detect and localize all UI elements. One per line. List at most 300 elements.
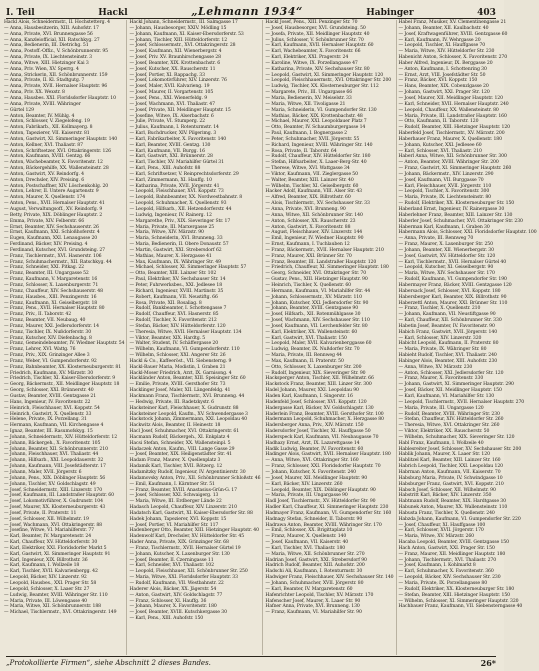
directory-entry: — Franz, Beamter, III. Landstraßer Hauptstr. 120 xyxy=(265,259,377,265)
directory-entry: Hablesreiter Josef, Schlosser, XV. Sechshauser Str. 200 xyxy=(398,446,522,452)
directory-entry: — Leopold, Bahnbeamter, XX. Nordwestbahnstr. 8 xyxy=(129,195,243,201)
directory-entry: Hackl-Moser Friedrich, Arzt, IX. Garnisong. 4 xyxy=(129,370,232,376)
page-number: 403 xyxy=(477,8,496,18)
directory-entry: — Anton, Kaufmann, I. Schottenring 30 xyxy=(398,66,487,72)
directory-entry: — Anton, Beamter, IV. Mühlg. 4 xyxy=(4,113,75,119)
directory-entry: — Rudolf, Beamter, XVIII. Währinger Str. 230 xyxy=(398,411,500,417)
directory-entry: — Leopold, Hausbes., XXI. Prager Str. 58 xyxy=(4,581,97,586)
directory-entry: — Wilhelm, Schuhmacher, XIX. Sieveringer Str. 120 xyxy=(398,434,515,440)
directory-entry: Habrich Leopold, Tischler, XXI. Leopoldau 120 xyxy=(398,464,503,470)
directory-entry: Habicht Leopold, Kaufmann, II. Praterstr. 80 xyxy=(398,341,499,347)
directory-entry: — Johann, Fleischhauer, XVI. Thaliastr. 44 xyxy=(4,452,99,458)
directory-entry: — Georg, Bäckermstr., XII. Meidlinger Hauptstr. 18 xyxy=(4,382,120,388)
directory-entry: — Rudolf, Elektriker, XX. Klosterneuburger Str. 150 xyxy=(398,201,515,207)
column-3 xyxy=(265,20,396,655)
directory-entry: — Karl, Tischler, XVII. Kalvarienbergg. 42 xyxy=(4,569,98,575)
directory-entry: — Ludwig, Beamter, IX. Nußdorfer Str. 70 xyxy=(265,347,360,353)
directory-entry: Hadasch Leopold, Chauffeur, XIV. Linzerstr. 210 xyxy=(129,505,237,511)
directory-entry: — Franz, Kaufmann, VI. Mariahilfer Str. 90 xyxy=(265,610,362,616)
directory-entry: — Maria, Private, III. Landstraßer Hauptstr. 160 xyxy=(398,113,507,119)
directory-entry: Habusta Franz, Tischler, X. Quellenstr. 240 xyxy=(398,510,495,516)
directory-entry: — Josef, Kutscher, XX. Rauscherstr. 11 xyxy=(129,66,216,72)
directory-entry: Hablik Johann, Maurer, X. Laaer Str. 120 xyxy=(398,452,490,458)
directory-entry: — Julie, Private, VI. Stumperg. 22 xyxy=(129,119,205,125)
directory-entry: — Anna, Kanzleiofficial, XII. Ratschkyg. 27 xyxy=(4,37,100,43)
directory-entry: — Maria, Private, III. Löwengasse 40 xyxy=(4,598,88,604)
directory-entry: Hadl Josef, Tischlermstr., XV. Hütteldorfer Str. 90 xyxy=(265,499,376,505)
directory-entry: — Rudolf, Chauffeur, XIV. Hütteldorfer Str. 180 xyxy=(265,154,371,160)
directory-entry: — Max, Kaufmann, IX. Währinger Str. 49 xyxy=(129,259,221,265)
directory-entry: — Johann, Kaufmann, XI. Kaiser-Ebersdorferstr. 53 xyxy=(129,31,244,37)
directory-entry: Hadersberger Anna, Priv., XIV. Märzstr. 150 xyxy=(265,423,364,429)
directory-entry: — Franz, Tischler, X. Quellenstr. 210 xyxy=(398,306,481,312)
directory-entry: — Josef, Chauffeur, XI. Hauffgasse 100 xyxy=(398,522,486,528)
directory-entry: — Otto, Schlosser, X. Laxenburger Str. 200 xyxy=(265,364,362,370)
directory-entry: Habinger Alois, Beamter, XIII. Auhofstr. 230 xyxy=(398,358,498,364)
directory-entry: — Ludwig, Tischler, XX. Klosterneuburger Str. 112 xyxy=(265,84,379,90)
directory-entry: — Franz, Hausbes., XIII. Penzingerstr. 16 xyxy=(4,294,97,300)
directory-entry: Haderlein Franz, Beamter, XVIII. Gersthofer Str. 100 xyxy=(265,411,384,417)
directory-entry: — Franz, Kaufmann, V. Margaretenstr. 16 xyxy=(4,277,98,283)
directory-entry: — Karl, Wachebeamter, X. Favoritenstr. 66 xyxy=(265,49,361,55)
directory-entry: — Anna, Bedienerin, III. Dietrichg. 51 xyxy=(4,43,89,49)
directory-entry: Hachbauer Franz, Kaufmann, VII. Siebensterngasse 40 xyxy=(398,604,523,610)
directory-entry: — Wilhelm, Tischler, XI. Geiselbergstr. 60 xyxy=(265,183,359,189)
directory-entry: — Johann, Hilfsarb., XXI. Leopoldauerstr. 32 xyxy=(4,458,104,464)
directory-entry: — Mathias, Maurer, X. Herzgasse 41 xyxy=(129,253,212,259)
directory-entry: Hadinger Alois, Gastwirt, XVII. Hernalser Hauptstr. 180 xyxy=(265,452,391,458)
directory-entry: — Anton, Maurer, X. Quellenstr. 174 xyxy=(4,195,86,201)
directory-entry: — Josef, Portier, VI. Mariahilfer Str. 117 xyxy=(129,522,219,528)
directory-entry: Habenicht Anton, Schlosser, X. Favoritenstr. 270 xyxy=(398,55,508,61)
directory-entry: — Franz, Kutscher, XIV. Diefenbachg. 8 xyxy=(4,335,92,341)
directory-entry: — Johann, Gastwirt, XXI. Prager Str. 120 xyxy=(398,90,490,96)
directory-entry: — Rudolf, Tischler, X. Favoritenstr. 212 xyxy=(129,318,217,324)
directory-entry: Hackländer Anton, Beamter, XIII. Speisinger Str. 60 xyxy=(129,376,246,382)
directory-entry: — Karl, Tischler, XV. Mariahilfer Gürtel 31 xyxy=(129,160,224,166)
directory-entry: — Peter, Fuhrwerksbes., XXI. Jedlesee 18 xyxy=(129,282,223,288)
directory-entry: — Karl, Ingenieur, XIX. Billrothstr. 36 xyxy=(4,557,88,563)
directory-entry: — Maria, Witwe, XIV. Sechshauser Str. 170 xyxy=(398,271,495,277)
directory-entry: — Anton, Drechsler, XIV. Preising. 6 xyxy=(4,177,85,183)
directory-entry: — Karl, Schlosser, XVII. Jörgerstr. 170 xyxy=(398,528,484,534)
directory-entry: — Josef, Priv. XV. Braunhirschengasse 28 xyxy=(129,55,221,61)
directory-entry: — Franz, Schuhmachermstr., XII. Ratschkyg. 44 xyxy=(4,259,112,265)
directory-entry: Habersack Josef, Schlosser, XVI. Koppstr. 180 xyxy=(398,288,501,294)
directory-entry: Habel Franz, Musiker, XV. Clementinengasse 21 xyxy=(398,20,507,25)
directory-entry: — Theresia, Witwe, XVII. Hernalser Hauptstr. 134 xyxy=(129,329,242,335)
directory-entry: — Karl, Kaufmann, XVII. Hernalser Hauptstr. 60 xyxy=(265,43,374,49)
directory-entry: Hadler Karl, Chauffeur, XI. Simmeringer Hauptstr. 230 xyxy=(265,505,389,511)
directory-entry: — Karl, Tischlermstr., XVII. Hernalser Gürtel 40 xyxy=(398,259,507,265)
directory-entry: — Otto, Kaufmann, II. Taborstr. 120 xyxy=(398,119,479,125)
directory-entry: — Josef, Beamter, XVIII. Kutschkergasse 30 xyxy=(129,610,227,616)
directory-entry: — Franz, Maurer, XXI. Brünner Str. 70 xyxy=(265,253,352,259)
directory-entry: Habunek Anton, Maurer, XX. Wallensteinstr. 110 xyxy=(398,505,508,511)
directory-entry: Habstritt Karl, Bäcker, XIV. Linzerstr. 350 xyxy=(398,493,492,499)
directory-entry: — Leopold, Schuhmacher, X. Quellenstr. 93 xyxy=(129,201,227,207)
directory-entry: — Anton, Wachebeamter, X. Favoritenstr. 12 xyxy=(4,160,103,166)
directory-entry: — Maria, Witwe, XV. Märzstr. 260 xyxy=(398,534,474,540)
directory-entry: — Johann, Bäckergeh., X. Favoritenstr. 105 xyxy=(4,440,101,446)
directory-entry: — Johann, Pens., XIX. Döblinger Hauptstr. 56 xyxy=(4,475,106,481)
directory-entry: — Franz, Maurer, X. Laxenburger Str. 250 xyxy=(398,242,493,248)
directory-entry: Hackstock Franz, Beamter, XIII. Linzer Str. 300 xyxy=(265,382,372,388)
directory-entry: — Stefan, Bäcker, XIV. Hütteldorferstr. 120 xyxy=(129,323,226,329)
directory-entry: — Anna, Private, III. Rennweg 70 xyxy=(398,236,474,242)
directory-entry: — Karl, Pens., XIII. Auhofstr. 150 xyxy=(129,616,204,622)
directory-entry: — Josef, Portier, XI. Rappachg. 33 xyxy=(129,72,205,78)
directory-entry: — Johann, Schlossermstr., XV. Märzstr. 110 xyxy=(265,294,362,300)
directory-entry: — Josef, Kaufmann, XII. Wienerbergstr. 4 xyxy=(129,49,222,55)
directory-entry: — Franz, Beamter, III. Ungargasse 52 xyxy=(4,271,89,277)
directory-entry: — Richard, Ingenieur, XVIII. Martinstr. 35 xyxy=(129,288,224,294)
directory-entry: — Julius, Schlosser, V. Schönbrunner Str. 70 xyxy=(265,37,364,43)
directory-entry: — Karl, Gastwirt, XVI. Thaliastr. 150 xyxy=(265,335,347,341)
directory-entry: — Josef, Maurer, XII. Meidlinger Hauptstr. 90 xyxy=(265,475,368,481)
directory-entry: — Franz, Kaufmann, XI. Geiselbergstr. 18 xyxy=(4,300,98,306)
directory-entry: — Rudolf, Bankbeamter, I. Schottengasse 7 xyxy=(129,306,227,312)
directory-entry: Hackl Josef, Pens., XIII. Penzinger Str. 70 xyxy=(265,20,358,25)
directory-entry: — Anton, Gastwirt, X. Favoritenstr. 88 xyxy=(265,224,351,230)
directory-entry: — Franz, Maurer, X. Favoritenstr. 330 xyxy=(398,376,484,382)
directory-entry: — Gustav, Beamter, XVIII. Gentzgasse 21 xyxy=(4,394,97,399)
directory-entry: — Margarete, Priv., III. Ungargasse 66 xyxy=(265,90,353,96)
directory-entry: — Johann, Kutscher, XXI. Jedlersdorfer Str. 90 xyxy=(265,300,369,306)
directory-entry: Hadenfeld Josef, Schlosser, XVI. Koppstr. 120 xyxy=(265,399,367,405)
directory-entry: Hadermann Leopold, Schuhmacher, X. Herzgasse 80 xyxy=(265,417,384,423)
directory-entry: Hadrawa Anton, Beamter, XVIII. Währinger Str. 170 xyxy=(265,522,382,528)
directory-entry: Haberman Karl, Kaufmann, I. Graben 30 xyxy=(398,224,490,230)
directory-entry: — Josef, Schlossermstr., XVI. Ottakringerstr. 28 xyxy=(129,43,236,49)
directory-entry: — Franz, Priv., II. Taborstr. 42 xyxy=(4,312,72,318)
directory-entry: — Anna, Private, II. Kl. Stadtgutg. 7 xyxy=(4,78,85,84)
directory-entry: — Gürtel 129 xyxy=(4,107,34,113)
directory-entry: Habermann Alois, Schlosser, XXI. Floridsdorfer Hauptstr. 100 xyxy=(398,230,537,236)
directory-entry: — Johann, Maler, XVII. Jörgerstr. 6 xyxy=(4,469,82,475)
directory-entry: — Josef, Wachmann, XIV. Sechshauser Str. 110 xyxy=(265,318,370,324)
directory-entry: — Karl, Elektriker, XXI. Floridsdorfer Markt 5 xyxy=(4,545,107,551)
directory-entry: — Karl, Beamter, IV. Margaretenstr. 60 xyxy=(265,586,353,592)
directory-entry: — Anton, Bäckergehilfe, XX. Wallensteinstr. 28 xyxy=(4,166,109,172)
directory-entry: — Karl, Schlosser, XIV. Linzerstr. 320 xyxy=(398,335,482,341)
directory-entry: — Karl, Kaufmann, VII. Burgg. 16 xyxy=(129,148,205,154)
directory-entry: — Leopold, Tischler, XI. Hauffgasse 70 xyxy=(398,43,486,49)
directory-entry: Habrman Anton, Kaufmann, VII. Kaiserstr. 70 xyxy=(398,469,501,475)
directory-entry: — Josef, Kraftwagenführer, XVIII. Gentzgasse 60 xyxy=(398,31,508,37)
directory-entry: — Viktor, Beamter, XIX. Hardtg. 5 xyxy=(129,335,206,341)
directory-entry: — Maria, Private, IX. Liechtensteinstr. 80 xyxy=(398,195,492,201)
directory-entry: Hadamik Karl, Tischler, XVII. Rötzerg. 12 xyxy=(129,464,223,470)
directory-entry: Haderer Alois, Bäcker, XX. Jägerstr. 54 xyxy=(129,586,217,592)
directory-entry: — Otto, Beamter, IV. Schaumburgergasse 14 xyxy=(265,125,366,131)
directory-entry: Hadek Johann, Tapezierer, XVI. Koppstr. 15 xyxy=(129,516,227,522)
directory-entry: — Friedrich, Kaufmann, XV. Märzstr. 30 xyxy=(4,370,94,376)
directory-entry: — Ernst, Kaufmann, I. Tuchlauben 12 xyxy=(265,242,350,248)
directory-entry: — Anna, Postoff.-Offiz., V. Schönbrunnerstr. 95 xyxy=(4,49,108,55)
directory-entry: — Ernst, Beamter, XIV. Sechshauserstr. 26 xyxy=(4,224,99,230)
directory-entry: — Anna, Private, XVI. Brunneng. 90 xyxy=(265,207,346,212)
directory-entry: — Anna, Private, IX. Liechtensteinstr. 3 xyxy=(4,55,92,61)
directory-entry: — Johann, Tischler, XIII. Hütteldorferstr. 12 xyxy=(129,37,228,43)
directory-entry: Hadrian Josef, Gastwirt, XXI. Strebersdorf 90 xyxy=(265,557,367,563)
directory-entry: — Josef, Gastwirt, XV. Hütteldorfer Str. 120 xyxy=(398,253,496,259)
directory-entry: Haberler Josef, Schuhmacher, XVI. Ottakringer Str. 230 xyxy=(398,218,523,224)
directory-entry: Hackwitz Alois, Beamter, II. Heinestr. 18 xyxy=(129,423,221,429)
directory-entry: — Ludwig, Ingenieur, IV. Rainerg. 12 xyxy=(129,212,212,218)
directory-entry: Haberhauer Franz, Maurer, X. Quellenstr. 180 xyxy=(398,136,502,142)
directory-entry: — Maria, Schneiderin, XVI. Brunneng. 33 xyxy=(129,236,223,242)
listing-columns xyxy=(4,20,537,655)
directory-entry: — Leopold, Beamter, XIX. Döblinger Hauptstr. 90 xyxy=(265,487,376,493)
page-footer xyxy=(6,656,496,669)
directory-entry: Hadamitzky Rudolf, Ingenieur, IV. Argentinierstr. 30 xyxy=(129,469,246,475)
directory-entry: Habieht Rudolf, Tischler, XVI. Thaliastr. 240 xyxy=(398,353,497,359)
directory-entry: Hablitzel Karl, Beamter, XIII. Lainzer Str. 160 xyxy=(398,458,501,464)
directory-entry: — Johann, Kutscher, X. Favoritenstr. 240 xyxy=(265,469,356,475)
directory-entry: — Emil, Ingenieur, IV. Wiedner Hauptstr. 90 xyxy=(265,236,364,242)
directory-entry: — Josef, Kaufmann, VII. Burggasse 70 xyxy=(398,177,484,183)
directory-entry: Habersberger Karl, Beamter, XIX. Billrothstr. 90 xyxy=(398,294,507,300)
directory-entry: Haberl Anna, Witwe, XII. Schönbrunner Str. 300 xyxy=(398,154,507,160)
directory-entry: Hacsi Stefan, Schneider, XX. Wallensteinpl. 5 xyxy=(129,440,231,446)
directory-entry: — Leopold, Bäcker, XIV. Linzerstr. 92 xyxy=(4,575,87,581)
directory-entry: — Anton, Gastwirt, XIV. Goldschlagstr. 77 xyxy=(129,592,223,598)
directory-entry: — Karl, Kaufmann, VI. Mariahilfer Str. 130 xyxy=(398,394,495,399)
directory-entry: — Maria, Bedienerin, II. Obere Donaustr. 57 xyxy=(129,242,229,248)
directory-entry: — Hans, Beamter, XIX. Cobenzlgasse 20 xyxy=(398,84,489,90)
directory-entry: Hafenscher Josef, Maurer, X. Laaer Str. 90 xyxy=(265,598,361,604)
directory-entry: — Franz, Pens., XVII. Hernalser Hauptstr. 80 xyxy=(4,306,105,312)
directory-entry: Hackl-Bauer Maria, Modistin, I. Graben 21 xyxy=(129,364,226,370)
directory-entry: — Karl, Chauffeur, XII. Schönbrunner Str. 330 xyxy=(398,318,502,324)
directory-entry: — Josef, Bäcker, XII. Meidlinger Hauptstr. 150 xyxy=(398,388,502,394)
directory-entry: Hackl Alois, Schneidermstr., II. Hochstetterg. 4 xyxy=(4,20,111,25)
directory-entry: Haber Alfred, Ingenieur, IX. Berggasse 20 xyxy=(398,60,493,66)
directory-entry: — Ferdinand, Bäcker, XIV. Preising. 4 xyxy=(4,242,88,248)
directory-entry: — Rudolf, Beamter, XIII. Hietzinger Hauptstr. 120 xyxy=(398,125,510,131)
directory-entry: Haderspeck Karl, Kaufmann, VII. Neubaugasse 70 xyxy=(265,434,379,440)
directory-entry: — Michael, Maurer, XXI. Leopoldauer Platz 7 xyxy=(265,119,367,125)
directory-entry: — Josef, Maurer, II. Vorgartenstr. 105 xyxy=(129,90,214,96)
directory-entry: Hafenrichter Leopold, Tischler, XV. Märzstr. 170 xyxy=(265,592,374,598)
sheet-number: 26* xyxy=(480,658,496,668)
directory-entry: — Josef, Private, II. Praterstr. 11 xyxy=(4,510,77,516)
directory-entry: — Franz, Weber, VI. Gumpendorferstr. 92 xyxy=(4,358,97,364)
directory-entry: — Anton, Lehrer, II. Untere Augartenstr. 9 xyxy=(4,189,99,195)
directory-entry: — Leopold, Fleischhauer, XVI. Koppstr. 73 xyxy=(129,189,224,195)
directory-entry: — Josef, Kaufmann, VII. Lerchenfelder Str. 80 xyxy=(265,323,368,329)
directory-entry: — Betty, Private, XIX. Döblinger Hauptstr. 2 xyxy=(4,212,103,218)
directory-entry: Hadhazy Ernst, Arzt, IX. Lazarettgasse 14 xyxy=(265,440,360,446)
directory-entry: — Leopold, Bäcker, XIV. Sechshauser Str. 230 xyxy=(398,575,501,581)
directory-entry: — Karl, Tischler, XVI. Thaliastr. 180 xyxy=(265,545,346,551)
directory-entry: — Josef, Hausbesorger, XVI. Grundsteing. 50 xyxy=(265,25,366,31)
directory-entry: — Anna, Witwe, XVI. Ottakringer Str. 160 xyxy=(265,458,359,464)
directory-entry: — Gustav, Pens., XIII. Hietzinger Hauptstr. 90 xyxy=(265,277,368,283)
directory-entry: — Leopold, Hilfsarb., XII. Hetzendorferstr. 44 xyxy=(129,207,232,212)
directory-entry: — Wilhelm, Schlosser, XI. Simmeringer Hauptstr. 320 xyxy=(398,598,519,604)
directory-entry: — Karl, Gastwirt, XXI. Brünnerstr. 28 xyxy=(129,154,213,160)
directory-entry: — Franz, Tischlermstr., XVII. Hernalser Gürtel 19 xyxy=(129,545,241,551)
directory-entry: — Josef, Schlosser, XXI. Schwaigerg. 13 xyxy=(129,493,219,499)
directory-entry: — Richard, Ingenieur, XVIII. Währinger Str. 140 xyxy=(265,142,373,148)
directory-entry: — Otto, Beamter, XIII. Lainzer Str. 102 xyxy=(129,271,217,277)
directory-entry: Habsch Josef, Schlosser, XII. Wilhelmstr. 90 xyxy=(398,487,496,493)
directory-entry: — Viktor, Elektriker, XX. Rauscherstr. 50 xyxy=(398,429,490,435)
column-4 xyxy=(399,20,539,655)
directory-entry: — Josef, Beamter, XIX. Heiligenstädter Str. 41 xyxy=(129,452,233,458)
directory-entry: — Johann, Maurer, X. Favoritenstr. 180 xyxy=(129,604,217,610)
directory-entry: — Karl, Pens., XIII. Auhofstr. 88 xyxy=(129,166,201,172)
directory-entry: — Paul, Kaufmann, I. Bognergasse 2 xyxy=(265,131,347,137)
directory-entry: — Maria, Schneiderin, VI. Gumpendorfer Str. 130 xyxy=(265,107,377,113)
directory-entry: — Maria, Witwe, XXI. Floridsdorfer Hauptstr. 33 xyxy=(129,575,238,581)
directory-entry: — Karl, Gastwirt, XI. Simmeringer Hauptstr. 91 xyxy=(4,551,111,557)
directory-entry: — Johann, Beamter, XII. Schönbrunnerstr. 210 xyxy=(4,446,108,452)
directory-entry: Haberlehner Franz, Beamter, XIII. Lainzer Str. 130 xyxy=(398,212,513,218)
directory-entry: — Anna, Witwe, XIII. Hietzinger Kai 3 xyxy=(4,60,89,66)
directory-entry: Habtmann Rudolf, Beamter, XIX. Hardtgasse 30 xyxy=(398,499,506,505)
directory-entry: Hafner Anna, Private, XVI. Brunneng. 130 xyxy=(265,604,360,610)
directory-entry: — Johann, Tischlermstr., XVI. Thaliastr. 270 xyxy=(398,557,497,563)
directory-entry: — Josef, Beamter, XIX. Krottenbachstr. 6 xyxy=(129,60,221,66)
directory-entry: — Karl, Schriftsetzer, V. Reinprechtsdorferstr. 29 xyxy=(129,171,239,177)
directory-entry: — Maria, Bedienerin, XV. Meiselstr. 33 xyxy=(265,95,352,101)
directory-entry: Hadatsch Karl, Gastwirt, XI. Kaiser-Ebersdorfer Str. 88 xyxy=(129,510,253,516)
directory-entry: — Josef, Maurer, XX. Klosterneuburgerstr. 43 xyxy=(4,505,106,511)
directory-entry: Hacmann Rudolf, Bäckergeh., XI. Enkplatz 4 xyxy=(129,434,230,440)
directory-entry: Hadschi Ali, Kaufmann, I. Rotenturmstr. 30 xyxy=(265,569,363,575)
directory-entry: Hacklinger Josef, Maler, XII. Längenfeldg. 41 xyxy=(129,388,231,394)
directory-entry: — Margarethe, Priv., XIX. Sieveringer Str. 17 xyxy=(129,218,231,224)
directory-entry: — Leopold, Chauffeur, XX. Wallensteinstr. 80 xyxy=(398,107,499,113)
directory-entry: — August, Verwaltungsoff., XV. Reindorfg. 9 xyxy=(4,207,103,212)
directory-entry: Hackl Johann, Schneidermstr., III. Salmgasse 17 xyxy=(129,20,238,25)
directory-entry: — Josefine, Witwe, VI. Mariahilferstr. 77 xyxy=(4,528,95,534)
column-2 xyxy=(129,20,263,655)
directory-title: „Lehmann 1934“ xyxy=(191,5,303,18)
column-1 xyxy=(4,20,127,655)
directory-entry: — Josef, Schneidermstr., XIII. Linzerstr. 170 xyxy=(4,487,103,493)
directory-entry: — Therese, Witwe, XVI. Wattgasse 34 xyxy=(265,166,350,172)
directory-entry: — Josef, Maler, XVII. Kalvarieng. 19 xyxy=(129,84,210,90)
directory-entry: — Leopold, Maler, XVII. Kalvarienberggasse 60 xyxy=(265,341,372,347)
directory-entry: — Karl, Schlosser, XVI. Thaliastr. 210 xyxy=(398,148,482,154)
directory-entry: — Ignaz, Beamter, III. Rasumofskyg. 15 xyxy=(4,429,93,435)
directory-entry: — Maria, Witwe, XIV. Hütteldorfer Str. 230 xyxy=(398,49,495,55)
directory-entry: — Karl, Schneider, XVI. Thaliastr. 102 xyxy=(129,563,214,569)
directory-entry: Hadrich Rudolf, Beamter, XIII. Auhofstr. 200 xyxy=(265,563,365,569)
directory-entry: Habzda Johann, Kaufmann, VI. Gumpendorfer Str. 220 xyxy=(398,516,521,522)
directory-entry: — Josef, Beamter, II. Czerningasse 11 xyxy=(129,557,214,563)
directory-entry: — Johann, Beamter, XVIII. Gentzgasse 90 xyxy=(265,306,359,312)
directory-entry: — Josef, Hilfsarb., XII. Rotenmühlgasse 30 xyxy=(265,312,361,318)
directory-entry: — Anna, Witwe, XV. Märzstr. 230 xyxy=(398,364,473,370)
directory-entry: — Maria, Private, III. Rennweg 44 xyxy=(265,353,342,359)
page-header xyxy=(6,4,496,19)
directory-entry: — Leopold, Gastwirt, XI. Simmeringer Hauptstr. 120 xyxy=(265,72,384,78)
directory-entry: — Anna, Priv. Wien, XV. Sperrg. 4 xyxy=(4,66,79,72)
directory-entry: — Maria, Private, III. Ungargasse 120 xyxy=(398,405,484,411)
directory-entry: — Anton, Kaufmann, XVIII. Gentzg. 66 xyxy=(4,154,91,160)
directory-entry: Hadamovsky Anton, Priv., XII. Schönbrunner Schloßstr. 46 xyxy=(129,475,261,481)
directory-entry: — Maria, Witwe, XIV. Märzstr. 90 xyxy=(129,230,204,236)
directory-entry: — Rudolf, Ingenieur, XIX. Sieveringer Str. 90 xyxy=(265,370,366,376)
directory-entry: — Maria, Witwe, XII. Schönbrunnerstr. 188 xyxy=(4,604,101,610)
directory-entry: — Anton, Schriftsetzer, XVI. Ottakringerstr. 126 xyxy=(4,148,111,154)
directory-entry: — Heinrich, Tischler, X. Quellenstr. 60 xyxy=(265,282,351,288)
directory-entry: — Anton, Postschaffner, XIV. Löschenkohlg. 20 xyxy=(4,183,109,189)
directory-entry: — Karl, Kaufmann, I. Wollzeile 18 xyxy=(4,563,80,569)
directory-entry: — Johann, Gastwirt, XI. Simmeringer Hauptstr. 290 xyxy=(398,382,514,388)
directory-entry: — Georg, Schneider, XVI. Ottakringer Str. 70 xyxy=(265,271,367,277)
directory-entry: — Johann, Kutscher, X. Laxenburger Str. 130 xyxy=(129,551,230,557)
directory-entry: — Karl, Fabrikarbeiter, X. Favoritenstr. 140 xyxy=(129,136,227,142)
directory-entry: — Anna, Hausbesitzerin, XIII. Auhofstr. 17 xyxy=(4,25,99,31)
directory-entry: Hadenwolf Karl, Drechsler, XV. Hütteldorfer Str. 45 xyxy=(129,534,245,540)
directory-entry: — Josefa, Private, XII. Meidlinger Hauptstr. 40 xyxy=(265,31,370,37)
directory-entry: — Alfred, Beamter, XIX. Billrothstr. 60 xyxy=(265,195,351,201)
directory-entry: Hadik Ludwig, Beamter, IV. Favoritenstr. 60 xyxy=(265,446,364,452)
directory-entry: — Anna, Priv. XX. Wexstr. 8 xyxy=(4,90,65,96)
directory-entry: — Walter, Beamter, XIII. Lainzer Str. 40 xyxy=(265,177,354,183)
keyword-right: Habinger xyxy=(366,8,414,18)
directory-entry: — Karl, Elektriker, XX. Wallensteinstr. 60 xyxy=(265,329,358,335)
directory-entry: — Johann, Schuhmacher, XVII. Jörgerstr. 80 xyxy=(265,581,364,586)
directory-entry: — Hermann, Kaufmann, VII. Kirchengasse 4 xyxy=(4,423,104,429)
directory-entry: Hackstock Johann, Zimmermann, XXI. Leopoldau 40 xyxy=(129,417,247,423)
directory-entry: — Michael, Schlosser, XI. Simmeringer Hauptstr. 57 xyxy=(129,265,247,271)
keyword-left: Hackl xyxy=(98,8,128,18)
directory-entry: — Karl, Beamter, IV. Margaretenstr. 24 xyxy=(4,534,92,540)
directory-entry: — Franz, Tischlermstr., XVI. Hasnerstr. 106 xyxy=(4,253,102,259)
directory-entry: — Johann, Hausbesorger, XXIV. Mödling 15 xyxy=(129,25,227,31)
directory-entry: — Leopold, Schlosser, X. Laaer Str. 27 xyxy=(4,586,90,592)
directory-entry: — Rudolf, Elektriker, XX. Klosterneuburger Str. 180 xyxy=(398,586,515,592)
directory-entry: — Wilhelm, Schlosser, XXI. Angerer Str. 26 xyxy=(129,353,226,359)
directory-entry: — Karl, Schuhmacher, X. Favoritenstr. 360 xyxy=(398,569,494,575)
directory-entry: Habich Franz, Gastwirt, XVII. Jörgerstr. 140 xyxy=(398,329,498,335)
directory-entry: — Martin, Gastwirt, XXI. Strebersdorf 62 xyxy=(129,247,222,253)
directory-entry: — Johann, Kaufmann, VII. Neustiftgasse 90 xyxy=(398,312,496,318)
directory-entry: — Anton, Schlosser, XX. Rauscherstr. 23 xyxy=(265,218,356,224)
directory-entry: — Josef, Pens., XXI. Wienerfeldg. 9 xyxy=(129,95,208,101)
directory-entry: — Julius, Kaufmann, I. Rotenturmstr. 14 xyxy=(129,125,219,131)
directory-entry: — Hermann, Kaufmann, VI. Mariahilfer Str. 44 xyxy=(265,288,371,294)
directory-entry: — Leopold, Tischler, X. Favoritenstr. 300 xyxy=(398,189,490,195)
directory-entry: — Josef, Lokomotivführer, X. Gudrunstr. 104 xyxy=(4,499,103,505)
directory-entry: — Stefan, Beamter, XIII. Hietzinger Hauptstr. 150 xyxy=(398,592,510,598)
directory-entry: — Heinrich, Gastwirt, X. Quellenstr. 33 xyxy=(4,411,92,417)
directory-entry: — Rosa, Private, XII. Rosaliag. 8 xyxy=(129,300,202,306)
directory-entry: — Anna, Strickerin, XII. Schönbrunnerstr. 159 xyxy=(4,72,108,78)
directory-entry: — Leopold, Fleischhauer, XII. Schönbrunner Str. 250 xyxy=(129,569,248,575)
directory-entry: Hacaba Leopold, Beamter, XVIII. Gentzgasse 150 xyxy=(398,540,509,546)
directory-entry: Hadnagy Stefan, Schneider, II. Taborstr. 90 xyxy=(265,516,363,522)
directory-entry: — Katharina, Private, XVII. Jörgerstr. 41 xyxy=(129,183,220,189)
directory-entry: — Ferdinand, Kutscher, XVI. Grundsteing. 27 xyxy=(4,247,105,253)
directory-entry: — Anna, Private, XVI. Brunnengasse 56 xyxy=(4,31,93,37)
directory-entry: — Rudolf, Kaufmann, VI. Gumpendorfer Str. 190 xyxy=(398,277,507,283)
directory-entry: Hadel Johann, Maurer, XXI. Leopoldau 90 xyxy=(265,388,359,394)
directory-entry: — Leopold, Kutscher, XI. Geiselbergstr. 90 xyxy=(398,265,494,271)
directory-entry: — Johann, Kaufmann, VIII. Josefstädterstr. 17 xyxy=(4,464,106,470)
directory-entry: — Ernst, Arzt, VIII. Josefstädter Str. 50 xyxy=(398,72,486,78)
directory-entry: — Josef, Kaufmann, I. Kohlmarkt 8 xyxy=(398,563,476,569)
directory-entry: Habetin Josef, Beamter, IV. Favoritenstr. 90 xyxy=(398,323,495,329)
directory-entry: — Franz, Beamter, VII. Neubaug. 40 xyxy=(4,318,86,324)
